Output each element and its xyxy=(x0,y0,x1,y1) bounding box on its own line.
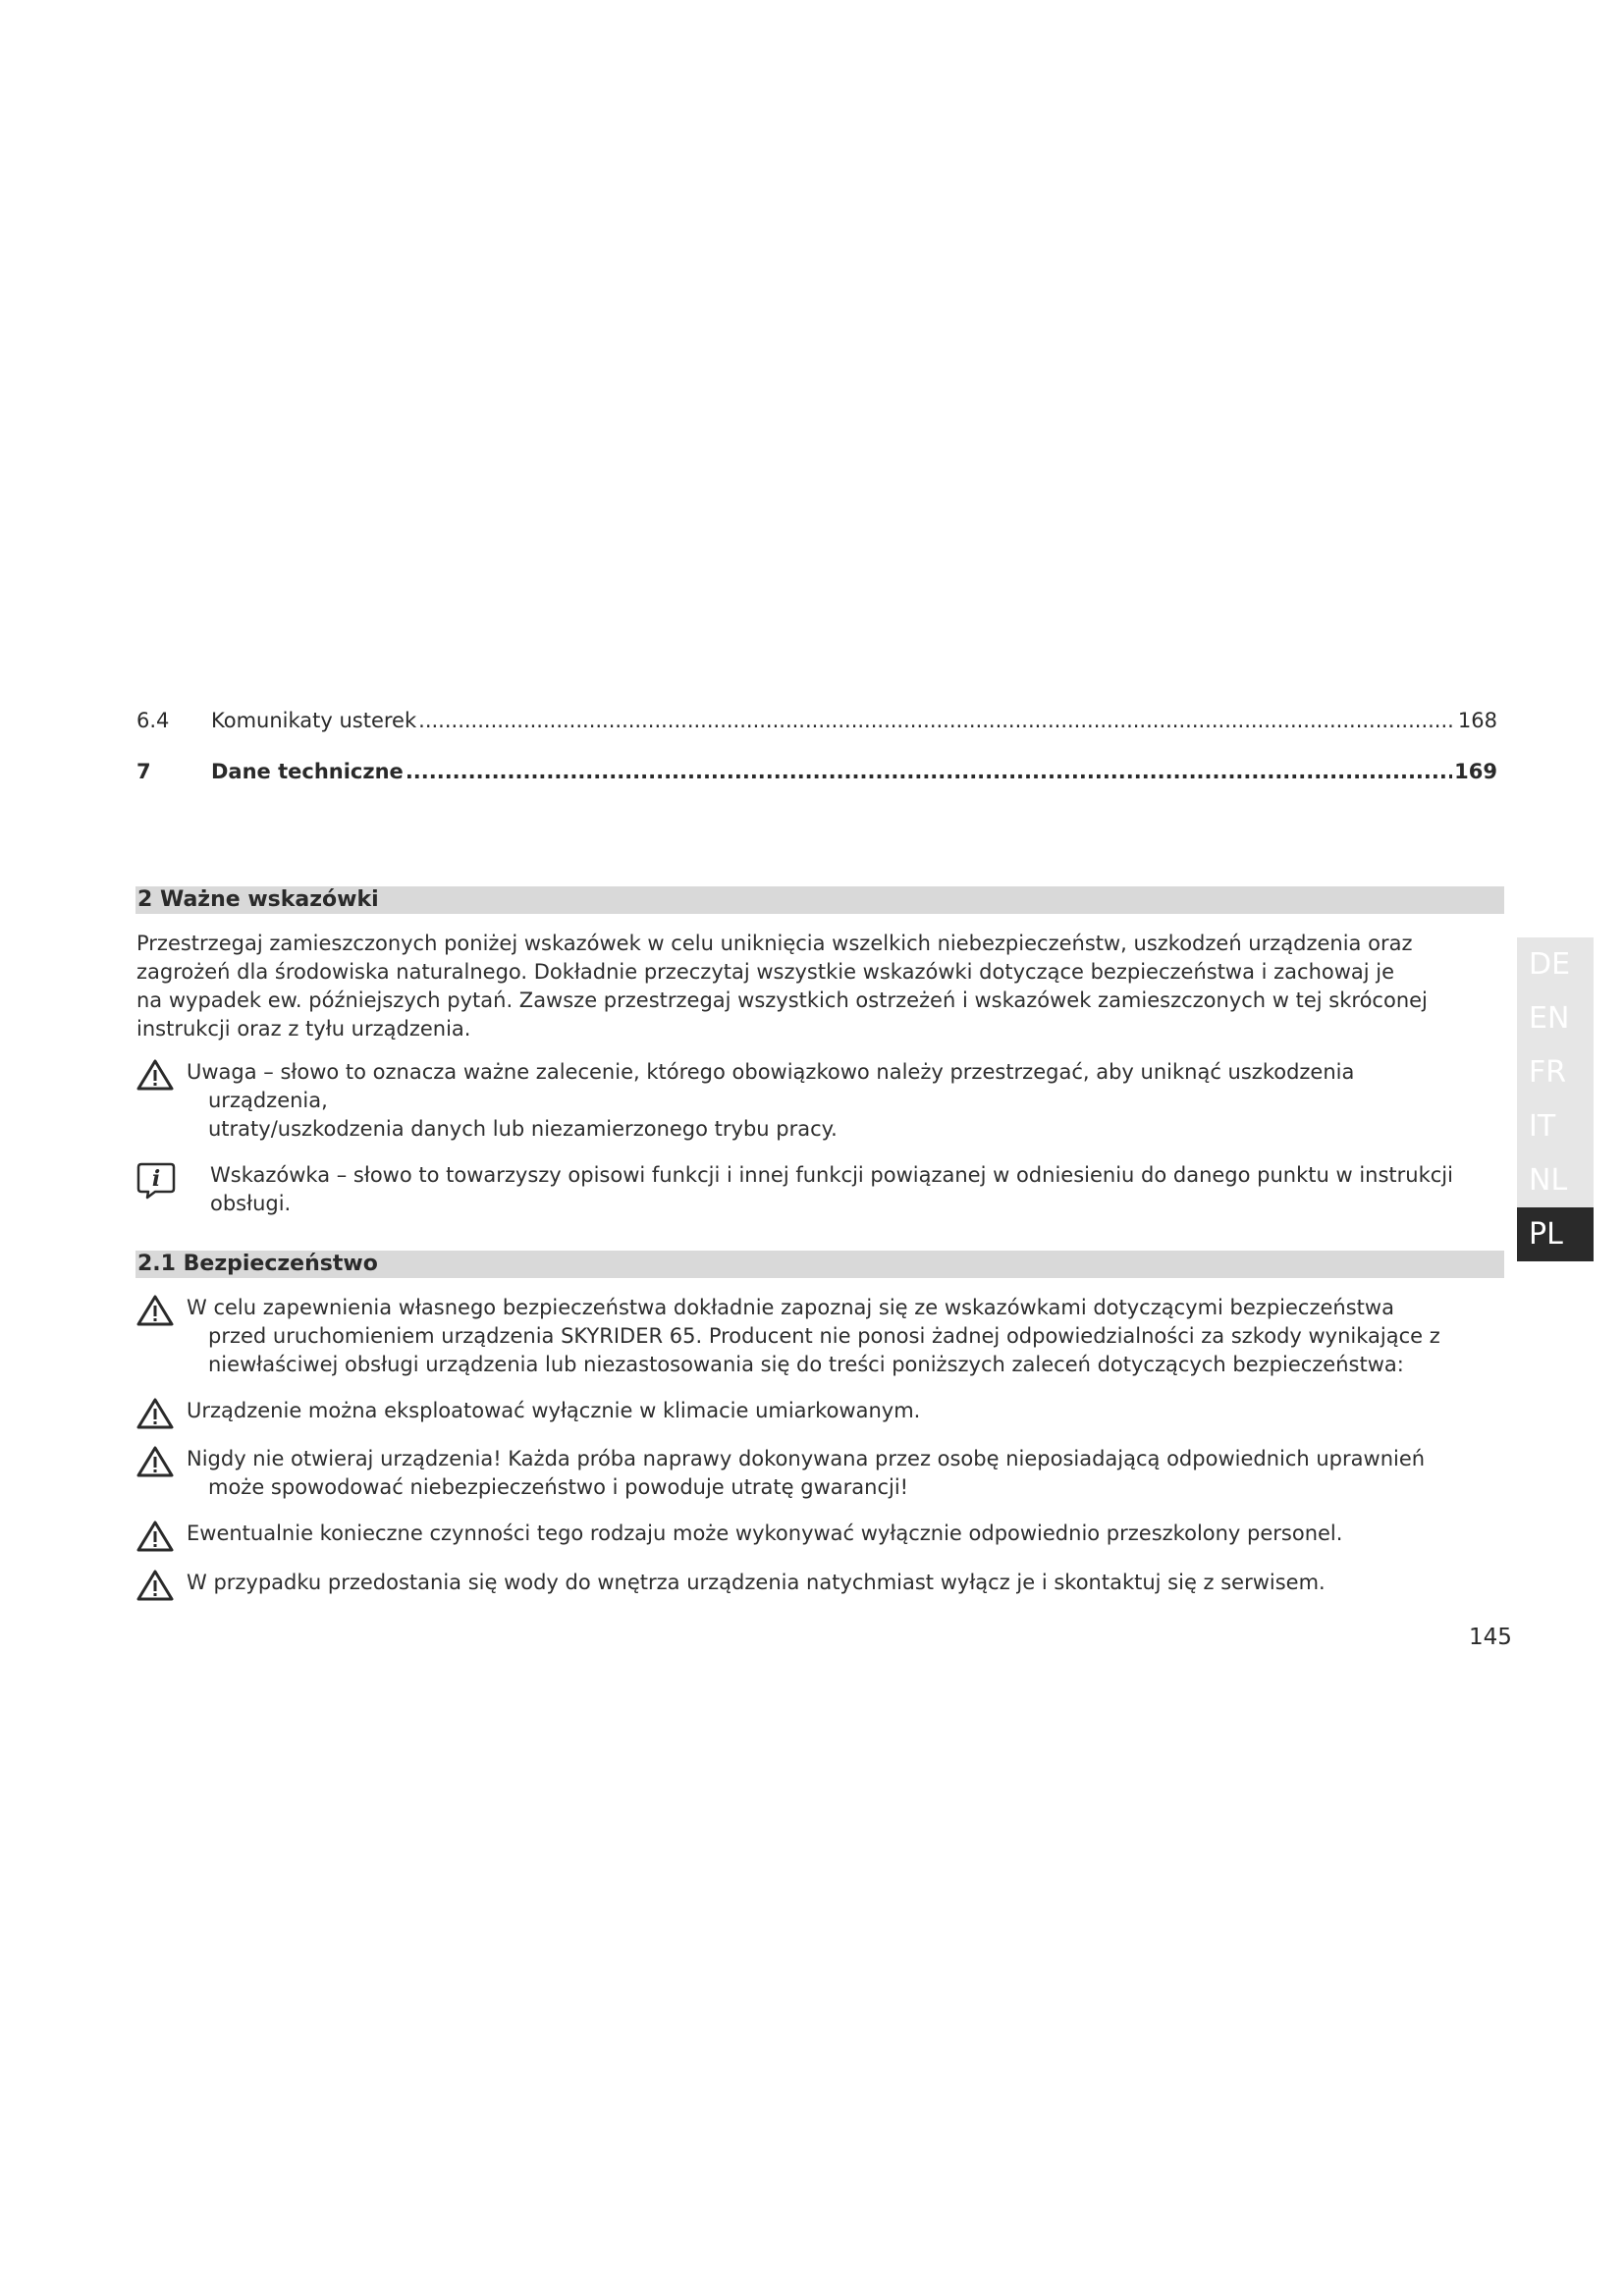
intro-line: Przestrzegaj zamieszczonych poniżej wskazówek w celu uniknięcia wszelkich niebezpieczeństw, uszkodzeń urządzenia oraz xyxy=(136,932,1413,955)
toc-row-6-4 xyxy=(136,709,1497,738)
language-tab-en[interactable]: EN xyxy=(1517,991,1594,1045)
safety-line: niewłaściwej obsługi urządzenia lub niezastosowania się do treści poniższych zaleceń dotyczących bezpieczeństwa: xyxy=(208,1353,1404,1376)
safety-item xyxy=(135,1445,1510,1506)
toc-row-7 xyxy=(136,760,1497,789)
safety-item xyxy=(135,1520,1510,1553)
warning-triangle-icon xyxy=(135,1569,175,1602)
page-number: 145 xyxy=(1469,1625,1512,1650)
section-heading-2: 2 Ważne wskazówki xyxy=(135,886,1504,914)
section-heading-2-1: 2.1 Bezpieczeństwo xyxy=(135,1251,1504,1278)
language-tab-nl[interactable]: NL xyxy=(1517,1153,1594,1207)
toc-number: 7 xyxy=(136,760,151,783)
info-hint-icon xyxy=(135,1161,177,1201)
safety-item xyxy=(135,1294,1510,1382)
safety-item xyxy=(135,1397,1510,1430)
safety-line: może spowodować niebezpieczeństwo i powoduje utratę gwarancji! xyxy=(208,1475,909,1499)
safety-line: Urządzenie można eksploatować wyłącznie w klimacie umiarkowanym. xyxy=(187,1399,921,1422)
hint-line: obsługi. xyxy=(210,1192,292,1215)
toc-page: 168 xyxy=(1457,709,1497,732)
language-tab-fr[interactable]: FR xyxy=(1517,1045,1594,1099)
toc-page: 169 xyxy=(1454,760,1497,783)
safety-line: W celu zapewnienia własnego bezpieczeństwa dokładnie zapoznaj się ze wskazówkami dotyczącymi bezpieczeństwa xyxy=(187,1296,1394,1319)
warning-triangle-icon xyxy=(135,1445,175,1478)
safety-line: W przypadku przedostania się wody do wnętrza urządzenia natychmiast wyłącz je i skontaktuj się z serwisem. xyxy=(187,1571,1326,1594)
intro-line: na wypadek ew. późniejszych pytań. Zawsze przestrzegaj wszystkich ostrzeżeń i wskazówek zamieszczonych w tej skróconej xyxy=(136,988,1428,1012)
language-tab-it[interactable]: IT xyxy=(1517,1099,1594,1153)
language-tab-de[interactable]: DE xyxy=(1517,937,1594,991)
intro-line: instrukcji oraz z tyłu urządzenia. xyxy=(136,1017,471,1041)
warning-triangle-icon xyxy=(135,1520,175,1553)
toc-leader-dots xyxy=(418,709,1456,732)
hint-note xyxy=(135,1161,1510,1222)
hint-line: Wskazówka – słowo to towarzyszy opisowi funkcji i innej funkcji powiązanej w odniesieniu do danego punktu w instrukcji xyxy=(210,1163,1453,1187)
safety-line: Ewentualnie konieczne czynności tego rodzaju może wykonywać wyłącznie odpowiednio przeszkolony personel. xyxy=(187,1522,1343,1545)
toc-number: 6.4 xyxy=(136,709,170,732)
safety-item xyxy=(135,1569,1510,1602)
language-tabs xyxy=(1517,937,1594,1261)
safety-line: Nigdy nie otwieraj urządzenia! Każda próba naprawy dokonywana przez osobę nieposiadającą odpowiednich uprawnień xyxy=(187,1447,1426,1470)
warning-triangle-icon xyxy=(135,1058,175,1092)
svg-text:i: i xyxy=(151,1166,161,1192)
warning-triangle-icon xyxy=(135,1397,175,1430)
toc-leader-dots xyxy=(406,760,1452,783)
warning-line: utraty/uszkodzenia danych lub niezamierzonego trybu pracy. xyxy=(208,1117,838,1141)
intro-paragraph xyxy=(136,930,1511,1043)
warning-line: Uwaga – słowo to oznacza ważne zalecenie, którego obowiązkowo należy przestrzegać, aby uniknąć uszkodzenia xyxy=(187,1060,1355,1084)
safety-line: przed uruchomieniem urządzenia SKYRIDER 65. Producent nie ponosi żadnej odpowiedzialności za szkody wynikające z xyxy=(208,1324,1440,1348)
toc-title: Komunikaty usterek xyxy=(211,709,417,732)
intro-line: zagrożeń dla środowiska naturalnego. Dokładnie przeczytaj wszystkie wskazówki dotyczące bezpieczeństwa i zachowaj je xyxy=(136,960,1395,984)
language-tab-pl[interactable]: PL xyxy=(1517,1207,1594,1261)
warning-triangle-icon xyxy=(135,1294,175,1327)
warning-line: urządzenia, xyxy=(208,1089,328,1112)
warning-note xyxy=(135,1058,1510,1147)
toc-title: Dane techniczne xyxy=(211,760,404,783)
